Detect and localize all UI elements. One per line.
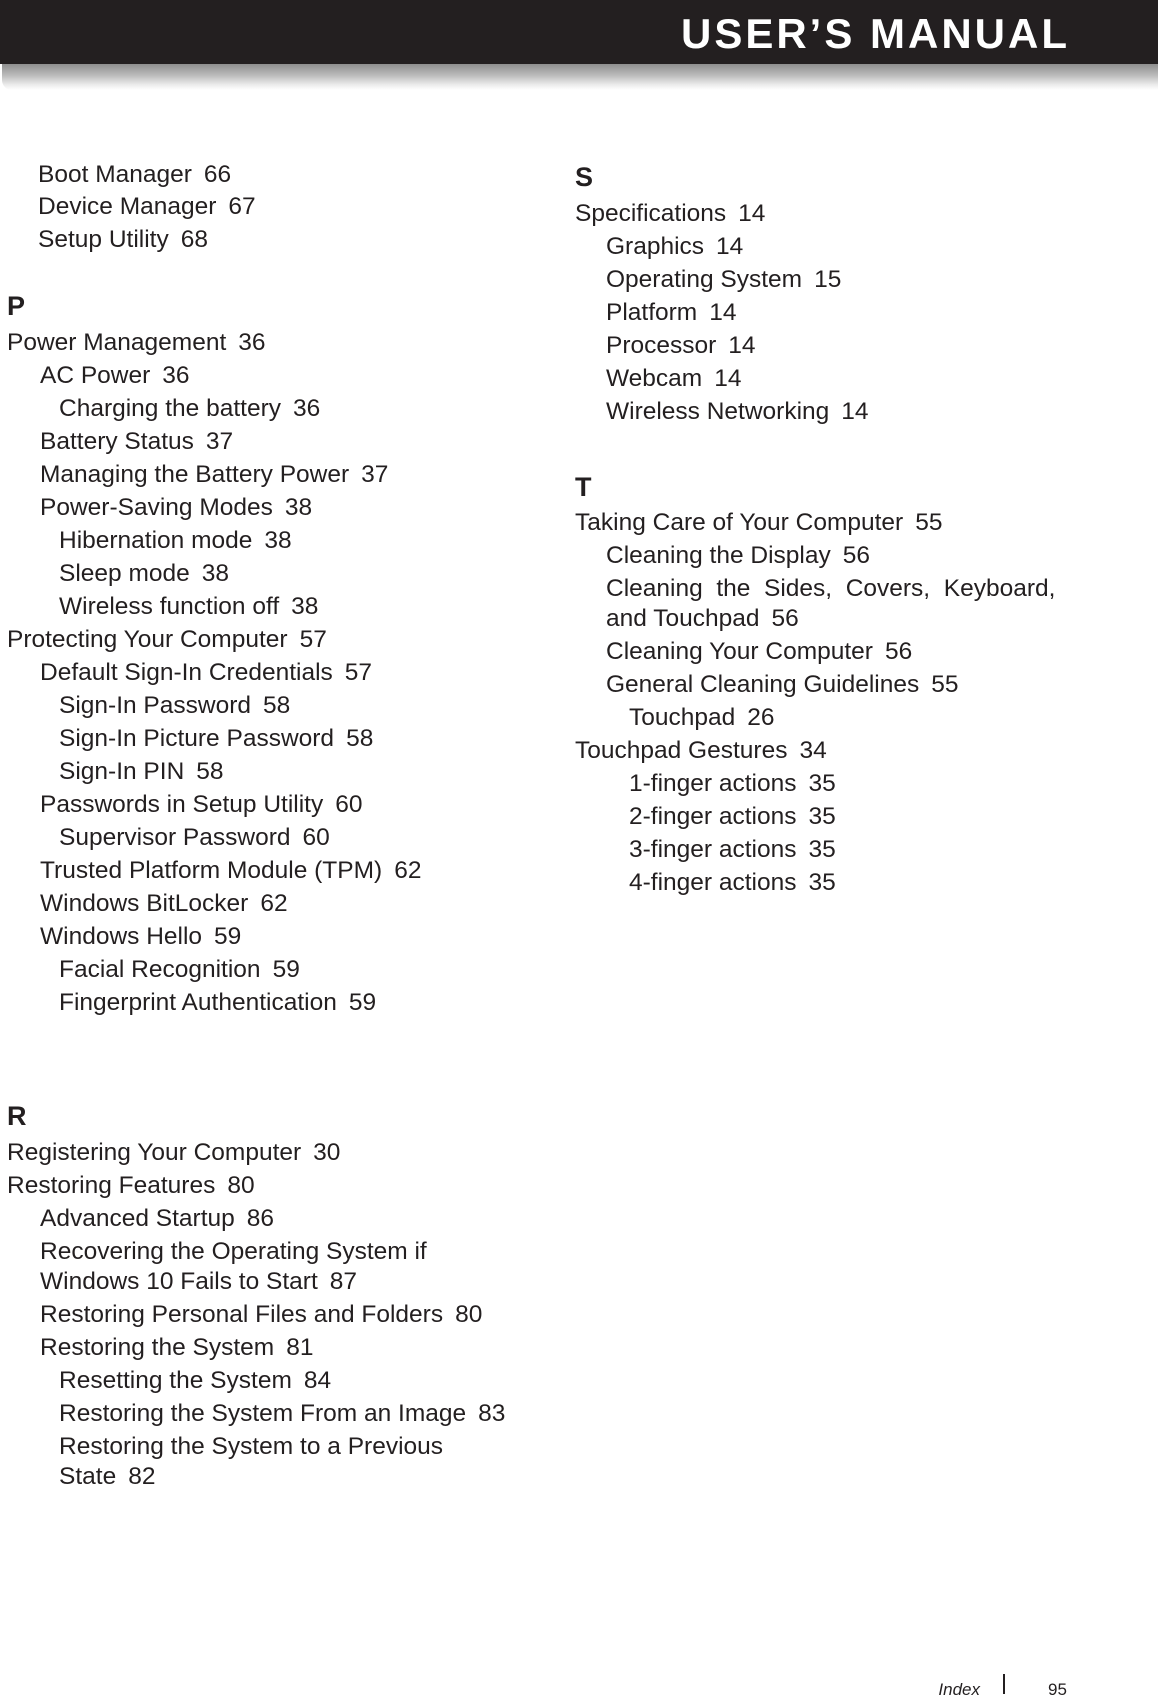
index-entry: 4-finger actions 35: [629, 869, 836, 896]
index-entry: Specifications 14: [575, 200, 766, 227]
section-letter-p: P: [7, 291, 26, 321]
footer-section-label: Index: [938, 1680, 980, 1699]
index-entry: Sleep mode 38: [59, 560, 230, 587]
index-entry: Resetting the System 84: [59, 1367, 332, 1394]
index-entry: Fingerprint Authentication 59: [59, 989, 377, 1016]
index-entry: Platform 14: [606, 299, 737, 326]
index-entry: Recovering the Operating System if: [40, 1238, 427, 1265]
index-entry: Device Manager 67: [38, 193, 256, 220]
index-entry: Windows 10 Fails to Start 87: [40, 1268, 358, 1295]
index-entry: Managing the Battery Power 37: [40, 461, 389, 488]
index-entry: Protecting Your Computer 57: [7, 626, 327, 653]
index-entry: Supervisor Password 60: [59, 824, 330, 851]
section-letter-t: T: [575, 472, 592, 502]
index-entry: 1-finger actions 35: [629, 770, 836, 797]
index-entry: Restoring the System to a Previous: [59, 1433, 444, 1460]
index-entry: 3-finger actions 35: [629, 836, 836, 863]
index-entry: 2-finger actions 35: [629, 803, 836, 830]
section-letter-r: R: [7, 1101, 27, 1131]
index-entry: Facial Recognition 59: [59, 956, 300, 983]
index-entry: Setup Utility 68: [38, 226, 208, 253]
index-entry: Sign-In Password 58: [59, 692, 291, 719]
index-entry: Power Management 36: [7, 329, 266, 356]
index-entry: Registering Your Computer 30: [7, 1139, 341, 1166]
index-entry: Default Sign-In Credentials 57: [40, 659, 373, 686]
footer-divider: [1003, 1674, 1005, 1694]
index-entry: Graphics 14: [606, 233, 744, 260]
index-entry: Cleaning the Sides, Covers, Keyboard,: [606, 575, 1056, 602]
index-entry: Sign-In PIN 58: [59, 758, 224, 785]
index-entry: Restoring Personal Files and Folders 80: [40, 1301, 483, 1328]
index-entry: Trusted Platform Module (TPM) 62: [40, 857, 422, 884]
index-entry: Restoring the System 81: [40, 1334, 314, 1361]
header-shadow: [2, 64, 1158, 90]
index-entry: Restoring the System From an Image 83: [59, 1400, 506, 1427]
index-entry: Power-Saving Modes 38: [40, 494, 313, 521]
index-entry: State 82: [59, 1463, 156, 1490]
index-entry: Hibernation mode 38: [59, 527, 292, 554]
section-letter-s: S: [575, 162, 594, 192]
index-entry: Cleaning Your Computer 56: [606, 638, 913, 665]
index-entry: Cleaning the Display 56: [606, 542, 870, 569]
index-entry: Restoring Features 80: [7, 1172, 255, 1199]
page-title: USER’S MANUAL: [680, 10, 1070, 57]
index-entry: Operating System 15: [606, 266, 842, 293]
index-entry: Advanced Startup 86: [40, 1205, 275, 1232]
index-entry: Taking Care of Your Computer 55: [575, 509, 943, 536]
index-entry: Charging the battery 36: [59, 395, 321, 422]
index-entry: Windows BitLocker 62: [40, 890, 288, 917]
index-entry: Processor 14: [606, 332, 756, 359]
index-entry: Battery Status 37: [40, 428, 234, 455]
index-entry: Passwords in Setup Utility 60: [40, 791, 363, 818]
index-entry: General Cleaning Guidelines 55: [606, 671, 959, 698]
index-entry: Sign-In Picture Password 58: [59, 725, 374, 752]
index-entry: Touchpad Gestures 34: [575, 737, 827, 764]
index-entry: Wireless Networking 14: [606, 398, 869, 425]
index-entry: and Touchpad 56: [606, 605, 799, 632]
index-entry: Wireless function off 38: [59, 593, 319, 620]
header-bar: [0, 0, 1158, 64]
index-entry: Boot Manager 66: [38, 161, 232, 188]
index-entry: AC Power 36: [40, 362, 190, 389]
index-entry: Webcam 14: [606, 365, 742, 392]
page-number: 95: [1048, 1680, 1067, 1699]
index-entry: Touchpad 26: [629, 704, 775, 731]
index-entry: Windows Hello 59: [40, 923, 242, 950]
